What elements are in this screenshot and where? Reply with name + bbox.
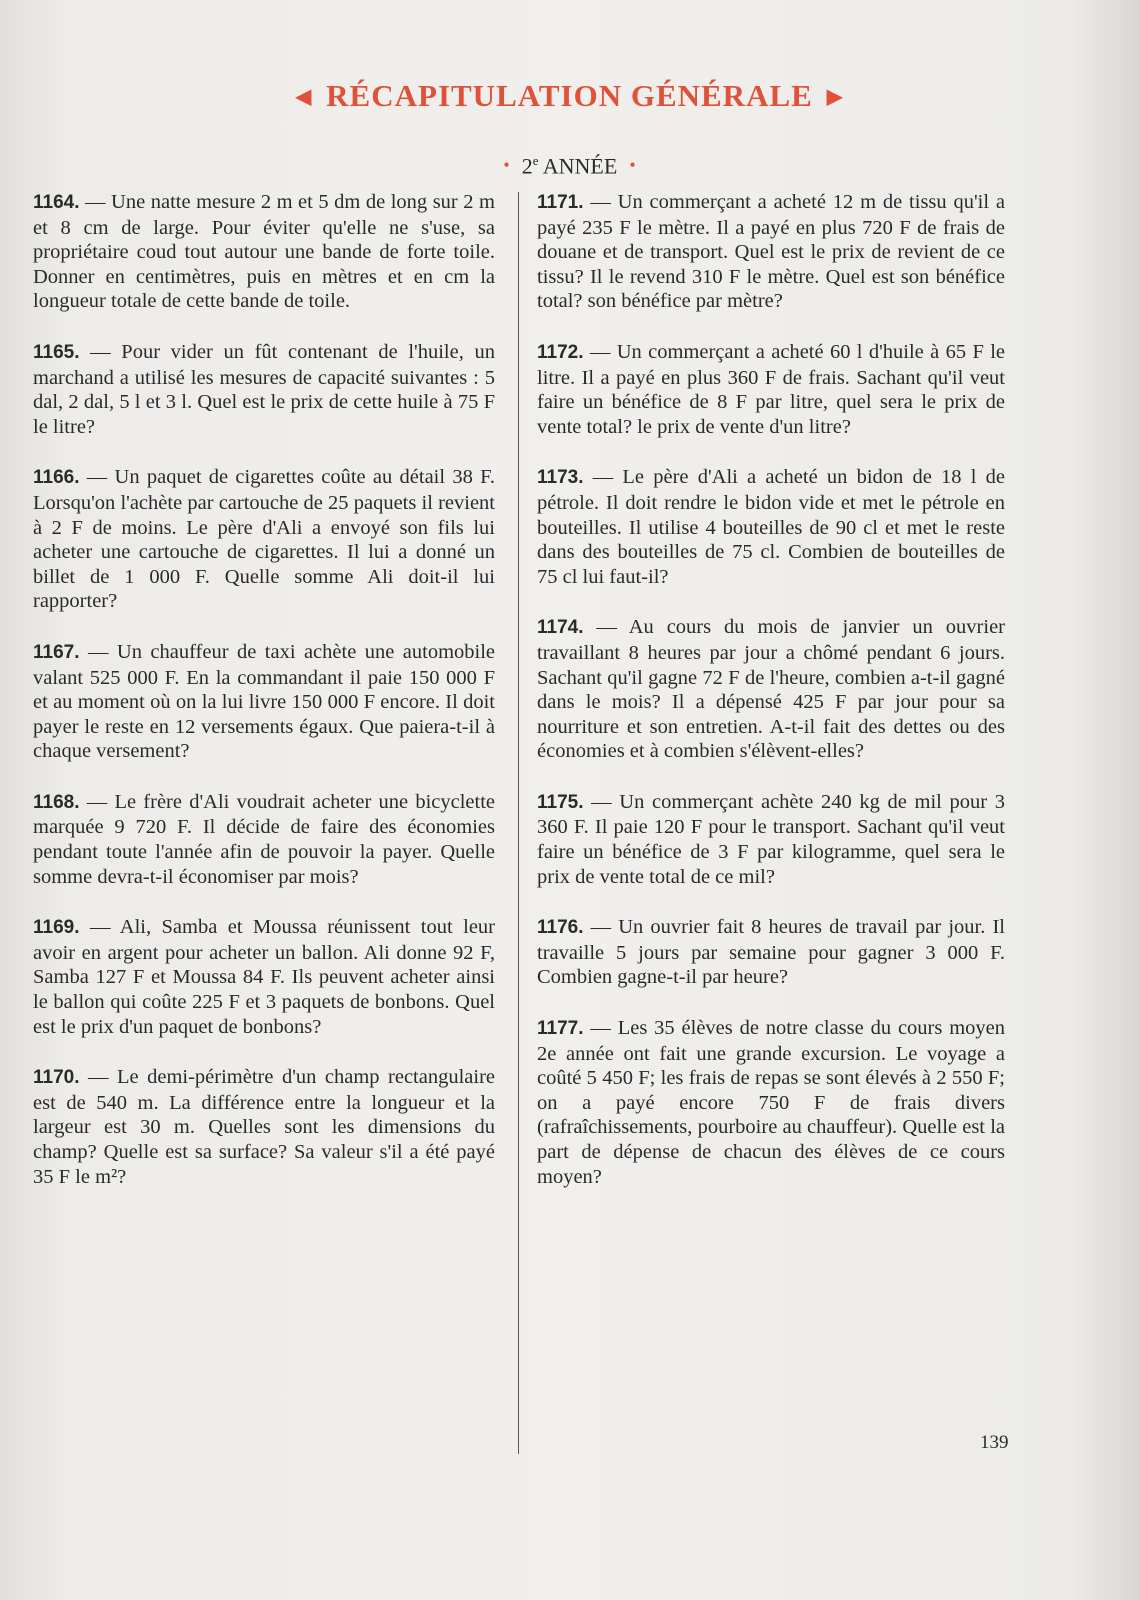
problem-number: 1173. <box>537 467 584 489</box>
bullet-icon: • <box>629 155 636 176</box>
problem-text: — Un commerçant a acheté 12 m de tissu qu'il a payé 235 F le mètre. Il a payé en plus 720 F de frais de douane et de transport. Quel est le prix de revient de ce tissu? Il le revend 310 F le mètre. Quel est son bénéfice total? son bénéfice par mètre? <box>537 191 1005 313</box>
problem-text: — Un commerçant a acheté 60 l d'huile à 65 F le litre. Il a payé en plus 360 F de frais. Sachant qu'il veut faire un bénéfice de 8 F par litre, quel sera le prix de vente total? le prix de vente d'un litre? <box>537 340 1005 438</box>
problem-number: 1174. <box>537 617 584 639</box>
problem-number: 1166. <box>33 467 80 489</box>
problem-1169 <box>33 915 495 1039</box>
column-divider <box>518 192 519 1454</box>
problem-1176 <box>537 915 1005 990</box>
left-column <box>33 190 495 1215</box>
problem-1175 <box>537 790 1005 889</box>
problem-number: 1169. <box>33 917 80 939</box>
problem-text: — Ali, Samba et Moussa réunissent tout leur avoir en argent pour acheter un ballon. Ali donne 92 F, Samba 127 F et Moussa 84 F. Ils peuvent acheter ainsi le ballon qui coûte 225 F et 3 paquets de bonbons. Quel est le prix d'un paquet de bonbons? <box>33 916 496 1038</box>
right-triangle-icon: ▶ <box>826 86 844 108</box>
problem-text: — Un ouvrier fait 8 heures de travail par jour. Il travaille 5 jours par semaine pour gagner 3 000 F. Combien gagne-t-il par heure? <box>537 916 1006 989</box>
section-subtitle <box>0 153 1139 179</box>
problem-1177 <box>537 1016 1005 1189</box>
problem-number: 1168. <box>33 791 80 813</box>
problem-1172 <box>537 340 1005 439</box>
left-triangle-icon: ◀ <box>295 86 313 108</box>
problem-1164 <box>33 190 495 314</box>
problem-number: 1170. <box>33 1067 80 1089</box>
problem-text: — Le demi-périmètre d'un champ rectangulaire est de 540 m. La différence entre la longueur et la largeur est 30 m. Quelles sont les dimensions du champ? Quelle est sa surface? Sa valeur s'il a été payé 35 F le m²? <box>33 1066 496 1188</box>
problem-1168 <box>33 790 495 889</box>
problem-number: 1172. <box>537 341 584 363</box>
problem-1167 <box>33 640 495 764</box>
problem-1165 <box>33 340 495 439</box>
problem-number: 1164. <box>33 192 80 213</box>
problem-1171 <box>537 190 1005 314</box>
problem-text: — Un chauffeur de taxi achète une automobile valant 525 000 F. En la commandant il paie 150 000 F et au moment où on la lui livre 150 000 F encore. Il doit payer le reste en 12 versements égaux. Que paiera-t-il à chaque versement? <box>33 640 495 763</box>
subtitle-number: 2 <box>521 153 533 179</box>
right-column <box>537 190 1005 1215</box>
problem-text: — Un paquet de cigarettes coûte au détail 38 F. Lorsqu'on l'achète par cartouche de 25 paquets il revient à 2 F de moins. Le père d'Ali a envoyé son fils lui acheter une cartouche de cigarettes. Il lui a donné un billet de 1 000 F. Quelle somme Ali doit-il lui rapporter? <box>33 466 496 613</box>
problem-number: 1171. <box>537 192 584 213</box>
problem-1173 <box>537 465 1005 589</box>
problem-number: 1165. <box>33 341 80 363</box>
problem-text: — Le père d'Ali a acheté un bidon de 18 l de pétrole. Il doit rendre le bidon vide et met le pétrole en bouteilles. Il utilise 4 bouteilles de 90 cl et met le reste dans des bouteilles de 75 cl. Combien de bouteilles de 75 cl lui faut-il? <box>537 466 1005 588</box>
problem-1170 <box>33 1065 495 1189</box>
problem-text: — Pour vider un fût contenant de l'huile, un marchand a utilisé les mesures de capacité suivantes : 5 dal, 2 dal, 5 l et 3 l. Quel est le prix de cette huile à 75 F le litre? <box>33 340 495 438</box>
page-title <box>0 78 1139 114</box>
problem-text: — Les 35 élèves de notre classe du cours moyen 2e année ont fait une grande excursion. Le voyage a coûté 5 450 F; les frais de repas se sont élevés à 2 550 F; on a payé encore 750 F de frais divers (rafraîchissements, pourboire au chauffeur). Quelle est la part de dépense de chacun des élèves de ce cours moyen? <box>537 1017 1005 1188</box>
problem-1174 <box>537 615 1005 764</box>
problem-number: 1167. <box>33 641 80 663</box>
problem-number: 1176. <box>537 917 584 939</box>
problem-number: 1177. <box>537 1018 584 1040</box>
problem-text: — Le frère d'Ali voudrait acheter une bicyclette marquée 9 720 F. Il décide de faire des économies pendant toute l'année afin de pouvoir la payer. Quelle somme devra-t-il économiser par mois? <box>33 790 496 888</box>
problem-1166 <box>33 465 495 614</box>
problem-text: — Une natte mesure 2 m et 5 dm de long sur 2 m et 8 cm de large. Pour éviter qu'elle ne s'use, sa propriétaire coud tout autour une bande de forte toile. Donner en centimètres, puis en mètres et en cm la longueur totale de cette bande de toile. <box>33 191 496 313</box>
page-number: 139 <box>980 1432 1009 1453</box>
problem-number: 1175. <box>537 791 584 813</box>
problem-text: — Au cours du mois de janvier un ouvrier travaillant 8 heures par jour a chômé pendant 6 jours. Sachant qu'il gagne 72 F de l'heure, combien a-t-il gagné dans le mois? Il a dépensé 425 F par jour pour sa nourriture et son entretien. A-t-il fait des dettes ou des économies et à combien s'élèvent-elles? <box>537 616 1005 763</box>
title-text: RÉCAPITULATION GÉNÉRALE <box>326 78 813 113</box>
subtitle-text: ANNÉE <box>542 153 618 179</box>
subtitle-sup: e <box>532 153 539 168</box>
problem-text: — Un commerçant achète 240 kg de mil pour 3 360 F. Il paie 120 F pour le transport. Sachant qu'il veut faire un bénéfice de 3 F par kilogramme, quel sera le prix de vente total de ce mil? <box>537 790 1006 888</box>
bullet-icon: • <box>503 155 510 176</box>
